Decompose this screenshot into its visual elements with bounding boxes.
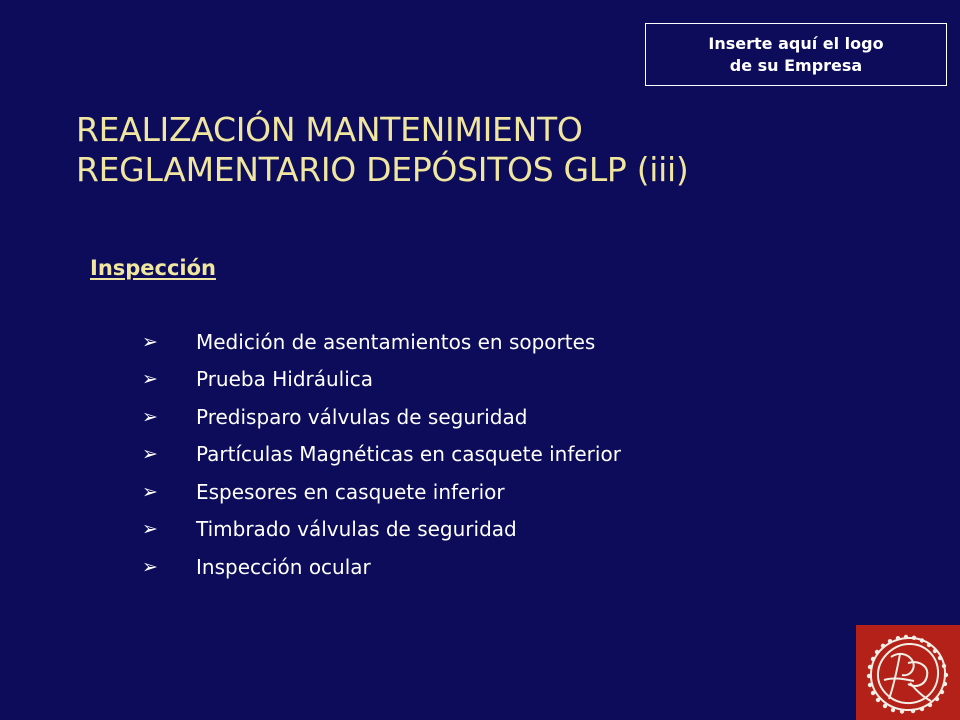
bullet-item [142, 361, 621, 399]
arrow-bullet-icon: ➢ [142, 368, 158, 391]
arrow-bullet-icon: ➢ [142, 555, 158, 578]
bullet-item-text: Timbrado válvulas de seguridad [196, 517, 517, 542]
arrow-bullet-icon: ➢ [142, 480, 158, 503]
slide-title-line-2: REGLAMENTARIO DEPÓSITOS GLP (iii) [76, 150, 689, 189]
slide-title-line-1: REALIZACIÓN MANTENIMIENTO [76, 110, 583, 149]
bullet-item-text: Partículas Magnéticas en casquete inferior [196, 442, 621, 467]
monogram-logo-icon [856, 625, 960, 720]
arrow-bullet-icon: ➢ [142, 405, 158, 428]
bullet-list [142, 323, 621, 586]
arrow-bullet-icon: ➢ [142, 443, 158, 466]
logo-placeholder-line-2: de su Empresa [729, 55, 863, 75]
bullet-item [142, 323, 621, 361]
bullet-item-text: Prueba Hidráulica [196, 367, 374, 392]
bullet-item [142, 473, 621, 511]
slide-title [76, 110, 936, 190]
bullet-item-text: Inspección ocular [196, 554, 371, 579]
bullet-item [142, 436, 621, 474]
bullet-item [142, 398, 621, 436]
bullet-item-text: Predisparo válvulas de seguridad [196, 404, 528, 429]
arrow-bullet-icon: ➢ [142, 518, 158, 541]
bullet-item-text: Medición de asentamientos en soportes [196, 329, 596, 354]
logo-placeholder-box [645, 23, 947, 86]
bullet-item [142, 511, 621, 549]
bullet-item [142, 548, 621, 586]
logo-placeholder-line-1: Inserte aquí el logo [708, 33, 884, 53]
bullet-item-text: Espesores en casquete inferior [196, 479, 505, 504]
arrow-bullet-icon: ➢ [142, 330, 158, 353]
section-heading: Inspección [90, 256, 217, 280]
